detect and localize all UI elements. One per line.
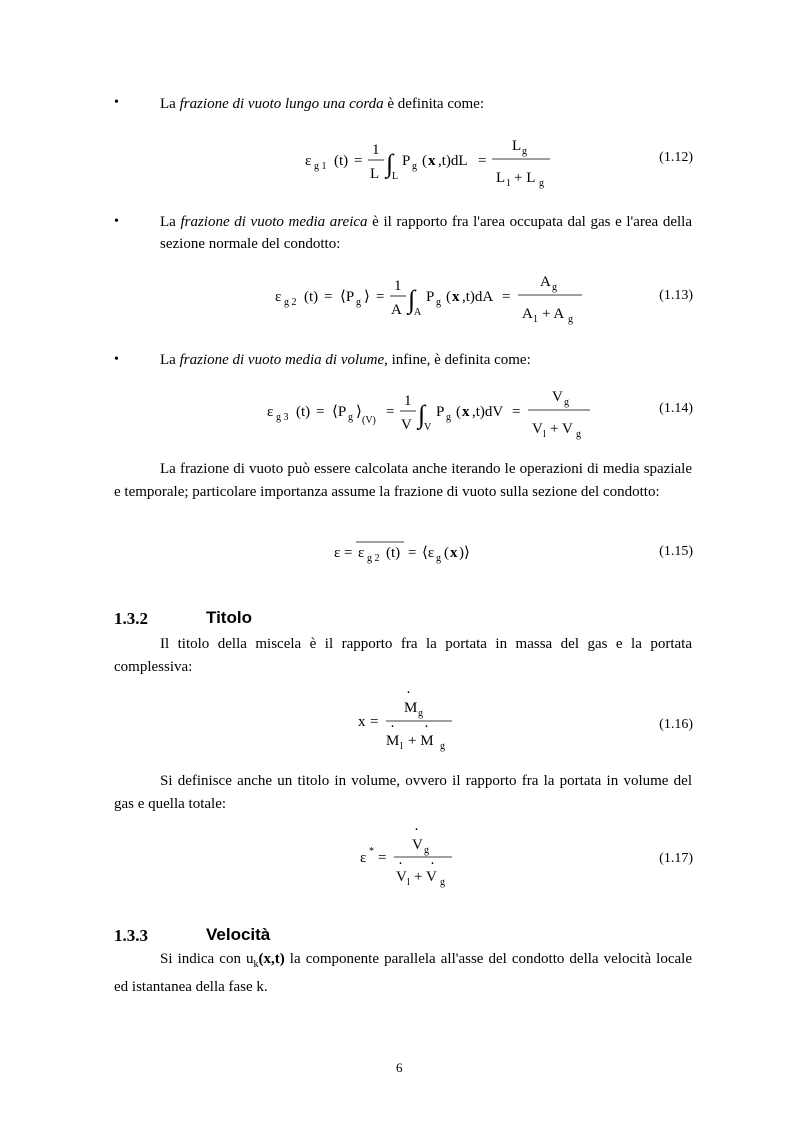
svg-text:x: x	[358, 714, 366, 730]
svg-text:ε: ε	[360, 850, 367, 866]
equation-number-1-13: (1.13)	[659, 288, 693, 303]
svg-text:⟨P: ⟨P	[332, 404, 347, 420]
svg-text:,t)dL: ,t)dL	[438, 153, 468, 169]
svg-text:L: L	[370, 166, 380, 182]
section-number: 1.3.2	[114, 609, 148, 628]
svg-text:+ M: + M	[408, 733, 434, 749]
bullet-symbol: •	[114, 352, 119, 367]
svg-text:g: g	[436, 553, 441, 564]
svg-text:x: x	[450, 545, 458, 561]
formula-1-16	[352, 685, 462, 754]
svg-text:=: =	[316, 404, 325, 420]
svg-text:V: V	[396, 869, 407, 885]
formula-1-12	[300, 132, 570, 192]
formula-1-15	[330, 535, 490, 571]
svg-text:g: g	[440, 741, 445, 752]
svg-text:V: V	[424, 422, 432, 433]
svg-text:=: =	[324, 289, 333, 305]
svg-text:M: M	[404, 700, 418, 716]
section-title-velocita: Velocità	[206, 925, 271, 944]
svg-text:,t)dA: ,t)dA	[462, 289, 494, 305]
svg-text:(: (	[444, 545, 449, 561]
svg-text:L: L	[392, 171, 399, 182]
svg-text:g: g	[440, 877, 445, 888]
svg-text:ε: ε	[358, 545, 365, 561]
svg-text:g 2: g 2	[367, 553, 380, 564]
svg-text:V: V	[412, 837, 423, 853]
svg-text:g: g	[539, 178, 544, 189]
svg-text:=: =	[386, 404, 395, 420]
svg-text:P: P	[436, 404, 445, 420]
bullet-text-area: La frazione di vuoto media areica è il rapporto fra l'area occupata dal gas e l'area della sezione normale del condotto:	[160, 214, 692, 252]
svg-text:g: g	[568, 314, 573, 325]
formula-1-14	[262, 383, 602, 443]
svg-text:⟩: ⟩	[356, 404, 362, 420]
svg-text:∫: ∫	[386, 149, 394, 178]
svg-text:(V): (V)	[362, 415, 376, 426]
svg-text:A: A	[522, 306, 533, 322]
svg-text:g: g	[576, 429, 581, 440]
svg-text:=: =	[354, 153, 363, 169]
paragraph-velocity: Si indica con $u_k(x,t)$ la componente parallela all'asse del condotto della velocità locale ed istantanea della fase k.	[114, 951, 692, 995]
svg-text:g: g	[418, 708, 423, 719]
svg-text:g: g	[356, 297, 361, 308]
svg-text:g 2: g 2	[284, 297, 297, 308]
svg-text:x: x	[428, 153, 436, 169]
bullet-symbol: •	[114, 214, 119, 229]
svg-text:1: 1	[404, 393, 412, 409]
svg-text:(t): (t)	[304, 289, 319, 305]
equation-number-1-12: (1.12)	[659, 150, 693, 165]
svg-text:1: 1	[394, 278, 402, 294]
svg-text:+ A: + A	[542, 306, 565, 322]
svg-text:1: 1	[533, 314, 538, 325]
svg-text:∫: ∫	[418, 400, 426, 429]
svg-text:x: x	[462, 404, 470, 420]
svg-text:ε: ε	[267, 404, 274, 420]
svg-text:g: g	[446, 412, 451, 423]
svg-text:g: g	[412, 161, 417, 172]
svg-text:+ V: + V	[414, 869, 437, 885]
svg-text:M: M	[386, 733, 400, 749]
svg-text:(: (	[422, 153, 427, 169]
equation-number-1-15: (1.15)	[659, 544, 693, 559]
svg-text:L: L	[512, 138, 522, 154]
svg-text:⟨ε: ⟨ε	[422, 545, 435, 561]
svg-text:g 3: g 3	[276, 412, 289, 423]
svg-text:·: ·	[414, 822, 419, 838]
formula-1-13	[270, 268, 590, 328]
svg-text:=: =	[376, 289, 385, 305]
svg-text:·: ·	[398, 856, 403, 872]
svg-text:P: P	[402, 153, 411, 169]
svg-text:l: l	[543, 429, 546, 440]
svg-text:·: ·	[424, 719, 429, 735]
svg-text:·: ·	[406, 685, 411, 701]
svg-text:P: P	[426, 289, 435, 305]
svg-text:∫: ∫	[408, 285, 416, 314]
svg-text:V: V	[401, 417, 412, 433]
bullet-text-chord: La frazione di vuoto lungo una corda è definita come:	[160, 96, 484, 112]
svg-text:g 1: g 1	[314, 161, 327, 172]
svg-text:·: ·	[430, 856, 435, 872]
svg-text:+ L: + L	[514, 170, 536, 186]
svg-text:⟨P: ⟨P	[340, 289, 355, 305]
svg-text:=: =	[512, 404, 521, 420]
svg-text:=: =	[344, 545, 353, 561]
svg-text:(: (	[446, 289, 451, 305]
svg-text:g: g	[436, 297, 441, 308]
svg-text:l: l	[407, 877, 410, 888]
svg-text:g: g	[348, 412, 353, 423]
svg-text:,t)dV: ,t)dV	[472, 404, 504, 420]
equation-number-1-16: (1.16)	[659, 717, 693, 732]
paragraph-titolo: Il titolo della miscela è il rapporto fra la portata in massa del gas e la portata complessiva:	[114, 636, 692, 675]
svg-text:⟩: ⟩	[364, 289, 370, 305]
svg-text:=: =	[378, 850, 387, 866]
svg-text:A: A	[391, 302, 402, 318]
paragraph-volume-title: Si definisce anche un titolo in volume, ovvero il rapporto fra la portata in volume del gas e quella totale:	[114, 773, 692, 812]
svg-text:)⟩: )⟩	[459, 545, 470, 561]
svg-text:A: A	[414, 307, 422, 318]
bullet-symbol: •	[114, 95, 119, 110]
bullet-text-volume: La frazione di vuoto media di volume, infine, è definita come:	[160, 352, 531, 368]
svg-text:*: *	[369, 846, 374, 857]
svg-text:=: =	[502, 289, 511, 305]
paragraph-void-fraction: La frazione di vuoto può essere calcolata anche iterando le operazioni di media spaziale e temporale; particolare importanza assume la frazione di vuoto sulla sezione del condotto:	[114, 461, 692, 500]
equation-number-1-14: (1.14)	[659, 401, 693, 416]
svg-text:=: =	[408, 545, 417, 561]
svg-text:A: A	[540, 274, 551, 290]
svg-text:x: x	[452, 289, 460, 305]
svg-text:(t): (t)	[334, 153, 349, 169]
svg-text:1: 1	[506, 178, 511, 189]
svg-text:g: g	[552, 282, 557, 293]
svg-text:1: 1	[372, 142, 380, 158]
svg-text:ε: ε	[275, 289, 282, 305]
svg-text:V: V	[552, 389, 563, 405]
svg-text:=: =	[478, 153, 487, 169]
svg-text:(: (	[456, 404, 461, 420]
svg-text:g: g	[522, 146, 527, 157]
svg-text:l: l	[400, 741, 403, 752]
svg-text:=: =	[370, 714, 379, 730]
equation-number-1-17: (1.17)	[659, 851, 693, 866]
svg-text:(t): (t)	[296, 404, 311, 420]
svg-text:(t): (t)	[386, 545, 401, 561]
svg-text:g: g	[564, 397, 569, 408]
svg-text:ε: ε	[305, 153, 312, 169]
svg-text:g: g	[424, 845, 429, 856]
svg-text:L: L	[496, 170, 506, 186]
svg-text:V: V	[532, 421, 543, 437]
formula-1-17	[356, 822, 456, 890]
svg-text:+ V: + V	[550, 421, 573, 437]
section-number: 1.3.3	[114, 926, 148, 945]
page-number: 6	[396, 1060, 403, 1075]
svg-text:·: ·	[390, 719, 395, 735]
svg-text:ε: ε	[334, 545, 341, 561]
section-title-titolo: Titolo	[206, 608, 252, 627]
